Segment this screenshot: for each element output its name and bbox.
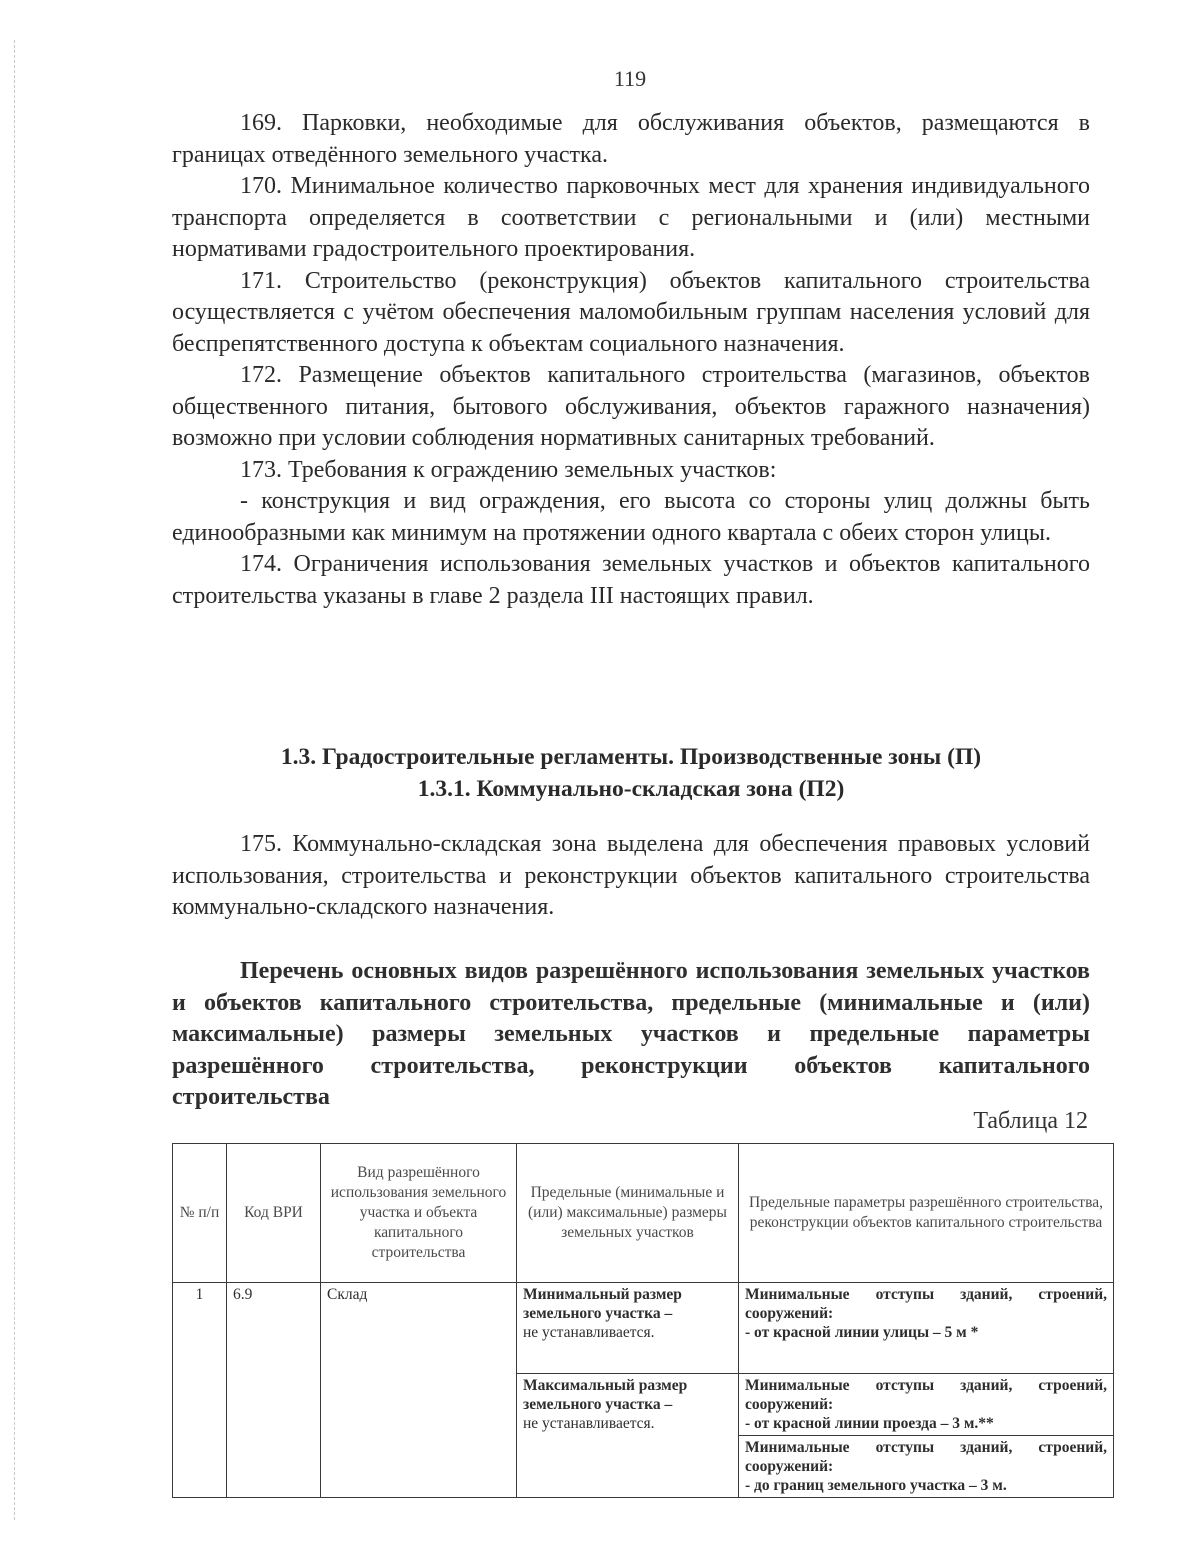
paragraph-169: 169. Парковки, необходимые для обслуживания объектов, размещаются в границах отведённого земельного участка. (172, 110, 1090, 168)
cell-code: 6.9 (227, 1283, 321, 1498)
section-heading-line1: 1.3. Градостроительные регламенты. Производственные зоны (П) (280, 744, 982, 770)
section-heading (172, 741, 1090, 805)
cell-param-2 (739, 1374, 1114, 1436)
param-2-title: Минимальные отступы зданий, строений, сооружений: (745, 1377, 1107, 1413)
page-number: 119 (613, 66, 647, 91)
param-1-item: - от красной линии улицы – 5 м * (745, 1324, 979, 1341)
header-kind: Вид разрешённого использования земельного участка и объекта капитального строительства (321, 1144, 517, 1283)
param-3-title: Минимальные отступы зданий, строений, сооружений: (745, 1439, 1107, 1475)
cell-param-3 (739, 1436, 1114, 1498)
paragraph-171: 171. Строительство (реконструкция) объектов капитального строительства осуществляется с учётом обеспечения маломобильным группам населения условий для беспрепятственного доступа к объектам социального назначения. (172, 267, 1090, 357)
max-size-title: Максимальный размер земельного участка – (523, 1377, 688, 1413)
paragraph-173: 173. Требования к ограждению земельных участков: (240, 456, 777, 483)
cell-kind: Склад (321, 1283, 517, 1498)
paragraph-175-block (172, 829, 1090, 924)
param-3-item: - до границ земельного участка – 3 м. (745, 1477, 1007, 1494)
header-code: Код ВРИ (227, 1144, 321, 1283)
min-size-value: не устанавливается. (523, 1324, 655, 1341)
table-header-row (173, 1144, 1114, 1283)
table-caption: Таблица 12 (973, 1108, 1088, 1134)
paragraph-170: 170. Минимальное количество парковочных мест для хранения индивидуального транспорта определяется в соответствии с региональными и (или) местными нормативами градостроительного проектирования. (172, 173, 1090, 262)
param-1-title: Минимальные отступы зданий, строений, сооружений: (745, 1286, 1107, 1322)
cell-num: 1 (173, 1283, 227, 1498)
cell-max-size (517, 1374, 739, 1498)
regulations-table (172, 1143, 1114, 1498)
param-2-item: - от красной линии проезда – 3 м.** (745, 1415, 994, 1432)
scan-edge-line (14, 40, 16, 1520)
header-num: № п/п (173, 1144, 227, 1283)
cell-param-1 (739, 1283, 1114, 1374)
table-row (173, 1283, 1114, 1374)
paragraph-175: 175. Коммунально-складская зона выделена для обеспечения правовых условий использования, строительства и реконструкции объектов капитального строительства коммунально-складского назначения. (172, 831, 1090, 920)
paragraph-172: 172. Размещение объектов капитального строительства (магазинов, объектов общественного питания, бытового обслуживания, объектов гаражного назначения) возможно при условии соблюдения нормативных санитарных требований. (172, 362, 1090, 451)
max-size-value: не устанавливается. (523, 1415, 655, 1432)
list-title: Перечень основных видов разрешённого использования земельных участков и объектов капитального строительства, предельные (минимальные и (или) максимальные) размеры земельных участков и предельные параметры разрешённого строительства, реконструкции объектов капитального строительства (172, 958, 1090, 1110)
body-text (172, 108, 1090, 612)
min-size-title: Минимальный размер земельного участка – (523, 1286, 682, 1322)
cell-min-size (517, 1283, 739, 1374)
section-heading-line2: 1.3.1. Коммунально-складская зона (П2) (417, 776, 845, 802)
header-limits: Предельные (минимальные и (или) максимальные) размеры земельных участков (517, 1144, 739, 1283)
paragraph-173-item: - конструкция и вид ограждения, его высота со стороны улиц должны быть единообразными как минимум на протяжении одного квартала с обеих сторон улицы. (172, 488, 1090, 546)
paragraph-174: 174. Ограничения использования земельных участков и объектов капитального строительства указаны в главе 2 раздела III настоящих правил. (172, 551, 1090, 609)
header-params: Предельные параметры разрешённого строительства, реконструкции объектов капитального строительства (739, 1144, 1114, 1283)
